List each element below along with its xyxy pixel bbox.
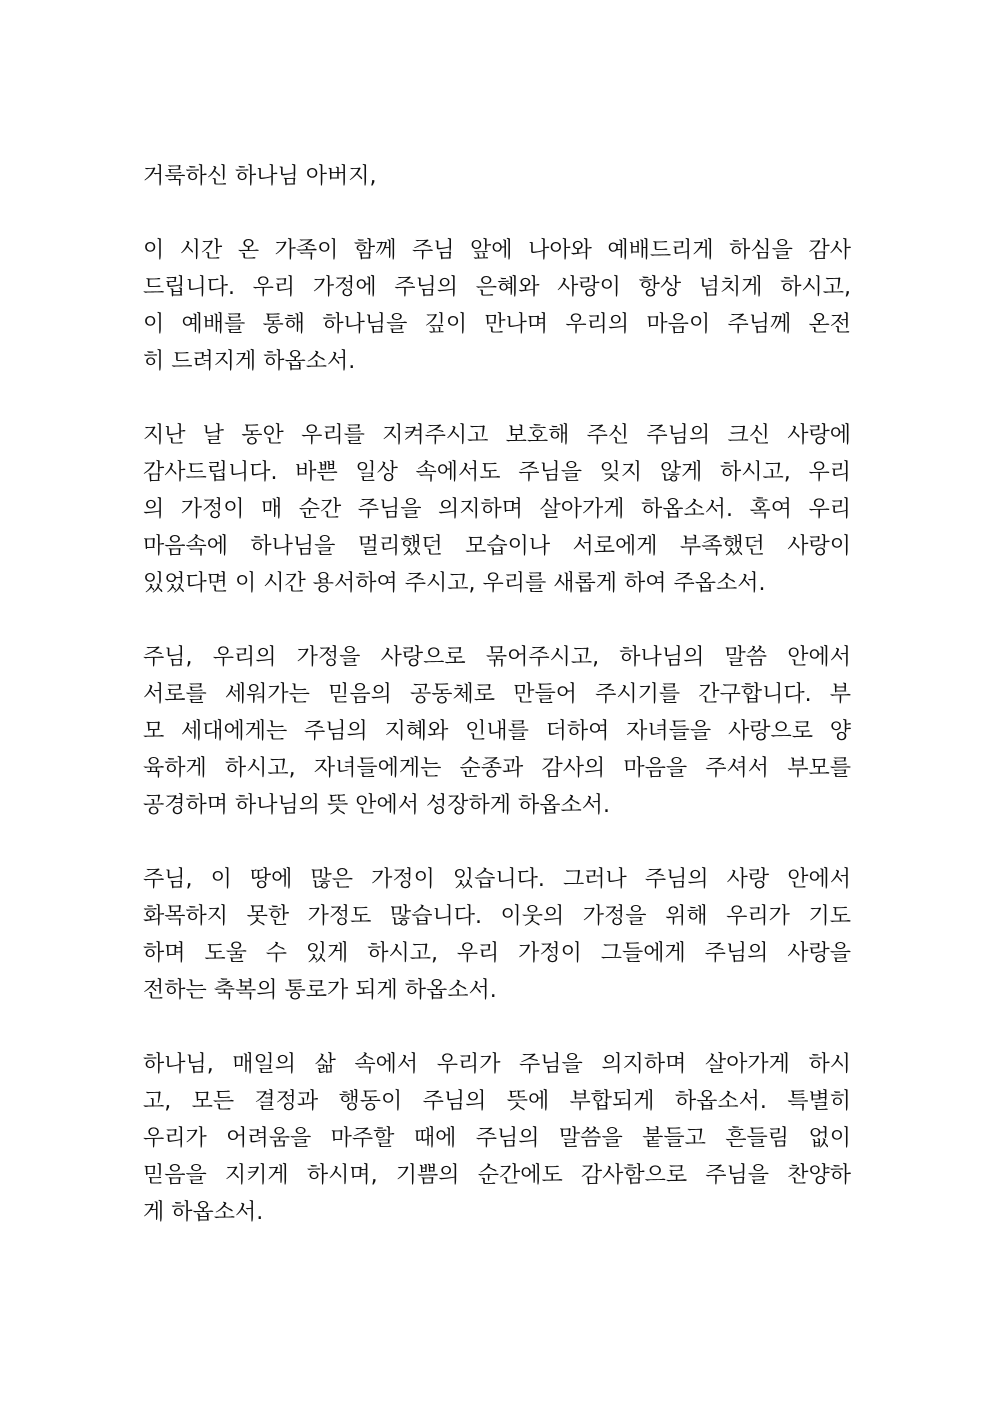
text-line: 드립니다. 우리 가정에 주님의 은혜와 사랑이 항상 넘치게 하시고,	[143, 275, 851, 300]
text-line: 지난 날 동안 우리를 지켜주시고 보호해 주신 주님의 크신 사랑에	[143, 423, 851, 448]
paragraph	[143, 639, 851, 824]
text-line: 고, 모든 결정과 행동이 주님의 뜻에 부합되게 하옵소서. 특별히	[143, 1089, 851, 1114]
text-line: 있었다면 이 시간 용서하여 주시고, 우리를 새롭게 하여 주옵소서.	[143, 571, 766, 596]
salutation: 거룩하신 하나님 아버지,	[143, 164, 377, 189]
paragraph	[143, 861, 851, 1009]
text-line: 믿음을 지키게 하시며, 기쁨의 순간에도 감사함으로 주님을 찬양하	[143, 1163, 851, 1188]
text-line: 마음속에 하나님을 멀리했던 모습이나 서로에게 부족했던 사랑이	[143, 534, 851, 559]
text-line: 이 예배를 통해 하나님을 깊이 만나며 우리의 마음이 주님께 온전	[143, 312, 851, 337]
text-line: 히 드려지게 하옵소서.	[143, 349, 356, 374]
text-line: 우리가 어려움을 마주할 때에 주님의 말씀을 붙들고 흔들림 없이	[143, 1126, 851, 1151]
paragraph	[143, 417, 851, 602]
text-line: 이 시간 온 가족이 함께 주님 앞에 나아와 예배드리게 하심을 감사	[143, 238, 851, 263]
text-line: 게 하옵소서.	[143, 1200, 264, 1225]
text-line: 모 세대에게는 주님의 지혜와 인내를 더하여 자녀들을 사랑으로 양	[143, 719, 851, 744]
paragraph	[143, 232, 851, 380]
text-line: 서로를 세워가는 믿음의 공동체로 만들어 주시기를 간구합니다. 부	[143, 682, 851, 707]
text-line: 화목하지 못한 가정도 많습니다. 이웃의 가정을 위해 우리가 기도	[143, 904, 851, 929]
paragraph	[143, 1046, 851, 1231]
text-line: 의 가정이 매 순간 주님을 의지하며 살아가게 하옵소서. 혹여 우리	[143, 497, 851, 522]
text-line: 공경하며 하나님의 뜻 안에서 성장하게 하옵소서.	[143, 793, 611, 818]
text-line: 전하는 축복의 통로가 되게 하옵소서.	[143, 978, 497, 1003]
text-line: 주님, 우리의 가정을 사랑으로 묶어주시고, 하나님의 말씀 안에서	[143, 645, 851, 670]
text-line: 하며 도울 수 있게 하시고, 우리 가정이 그들에게 주님의 사랑을	[143, 941, 851, 966]
text-line: 하나님, 매일의 삶 속에서 우리가 주님을 의지하며 살아가게 하시	[143, 1052, 851, 1077]
text-line: 감사드립니다. 바쁜 일상 속에서도 주님을 잊지 않게 하시고, 우리	[143, 460, 851, 485]
text-line: 육하게 하시고, 자녀들에게는 순종과 감사의 마음을 주셔서 부모를	[143, 756, 851, 781]
prayer-text	[143, 158, 851, 1268]
text-line: 주님, 이 땅에 많은 가정이 있습니다. 그러나 주님의 사랑 안에서	[143, 867, 851, 892]
